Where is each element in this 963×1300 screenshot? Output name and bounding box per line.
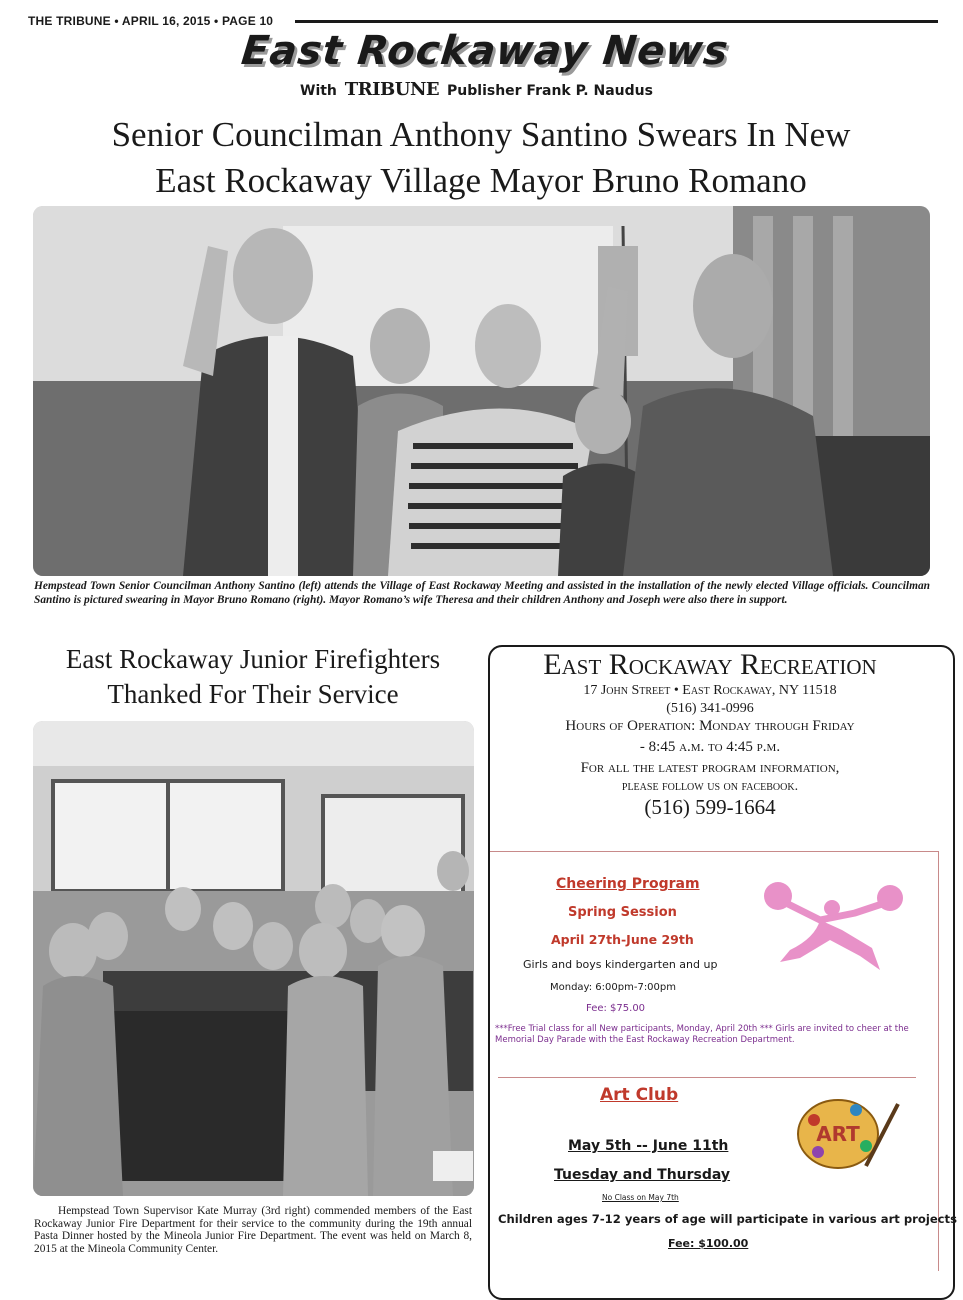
recreation-title: East Rockaway Recreation (543, 648, 877, 681)
art-fee: Fee: $100.00 (668, 1237, 749, 1250)
firefighters-photo-art (33, 721, 474, 1196)
page-folio: THE TRIBUNE • APRIL 16, 2015 • PAGE 10 (28, 14, 274, 28)
byline-brand: TRIBUNE (344, 79, 440, 100)
swearing-in-photo-art (33, 206, 930, 576)
art-dates: May 5th -- June 11th (568, 1138, 729, 1154)
masthead-byline (300, 79, 653, 100)
recreation-hours-line-2: - 8:45 a.m. to 4:45 p.m. (639, 739, 781, 755)
swearing-in-photo (33, 206, 930, 576)
recreation-info-line-2: please follow us on facebook. (621, 779, 799, 794)
cheer-session: Spring Session (568, 905, 677, 920)
folio-rule (295, 20, 938, 23)
cheer-ages: Girls and boys kindergarten and up (523, 958, 718, 971)
headline-line-2: East Rockaway Village Mayor Bruno Romano (155, 161, 807, 200)
cheer-program-title: Cheering Program (556, 876, 700, 892)
recreation-info-line-1: For all the latest program information, (580, 760, 840, 776)
cheerleader-icon (760, 878, 910, 973)
recreation-hours-line-1: Hours of Operation: Monday through Friday (565, 718, 855, 734)
headline-line-1: Senior Councilman Anthony Santino Swears In New (111, 115, 851, 154)
art-club-title: Art Club (600, 1085, 679, 1105)
recreation-phone-large: (516) 599-1664 (644, 795, 776, 819)
cheer-schedule: Monday: 6:00pm-7:00pm (550, 982, 676, 993)
art-days: Tuesday and Thursday (554, 1167, 731, 1183)
recreation-phone: (516) 341-0996 (666, 701, 754, 716)
recreation-address: 17 John Street • East Rockaway, NY 11518 (583, 683, 837, 698)
art-description: Children ages 7-12 years of age will participate in various art projects (498, 1212, 958, 1226)
art-palette-icon (796, 1096, 900, 1172)
art-logo-text: ART (816, 1122, 860, 1146)
art-no-class: No Class on May 7th (602, 1193, 679, 1202)
flyer-side-rule (938, 851, 939, 1271)
cheer-dates: April 27th-June 29th (551, 932, 694, 947)
byline-publisher: Publisher Frank P. Naudus (447, 83, 653, 99)
flyer-top-rule (490, 851, 938, 852)
flyer-divider (498, 1077, 916, 1078)
firefighters-photo (33, 721, 474, 1196)
byline-prefix: With (300, 83, 337, 99)
subheadline-line-2: Thanked For Their Service (107, 679, 399, 709)
photo-caption-1: Hempstead Town Senior Councilman Anthony Santino (left) attends the Village of East Rockaway Meeting and assisted in the installation of the newly elected Village officials. Councilman Santino is pictured swearing in Mayor Bruno Romano (right). Mayor Romano’s wife Theresa and their children Anthony and Joseph were also there in support. (34, 580, 930, 606)
photo-caption-2: Hempstead Town Supervisor Kate Murray (3rd right) commended members of the East Rockaway Junior Fire Department for their service to the community during the 19th annual Pasta Dinner hosted by the Mineola Junior Fire Department. The event was held on March 8, 2015 at the Mineola Community Center. (34, 1205, 472, 1255)
cheer-note: ***Free Trial class for all New participants, Monday, April 20th *** Girls are invited to cheer at the Memorial Day Parade with the East Rockaway Recreation Department. (495, 1024, 909, 1045)
masthead-title: East Rockaway News (239, 28, 731, 74)
cheer-fee: Fee: $75.00 (586, 1003, 646, 1014)
subheadline-line-1: East Rockaway Junior Firefighters (65, 644, 441, 674)
